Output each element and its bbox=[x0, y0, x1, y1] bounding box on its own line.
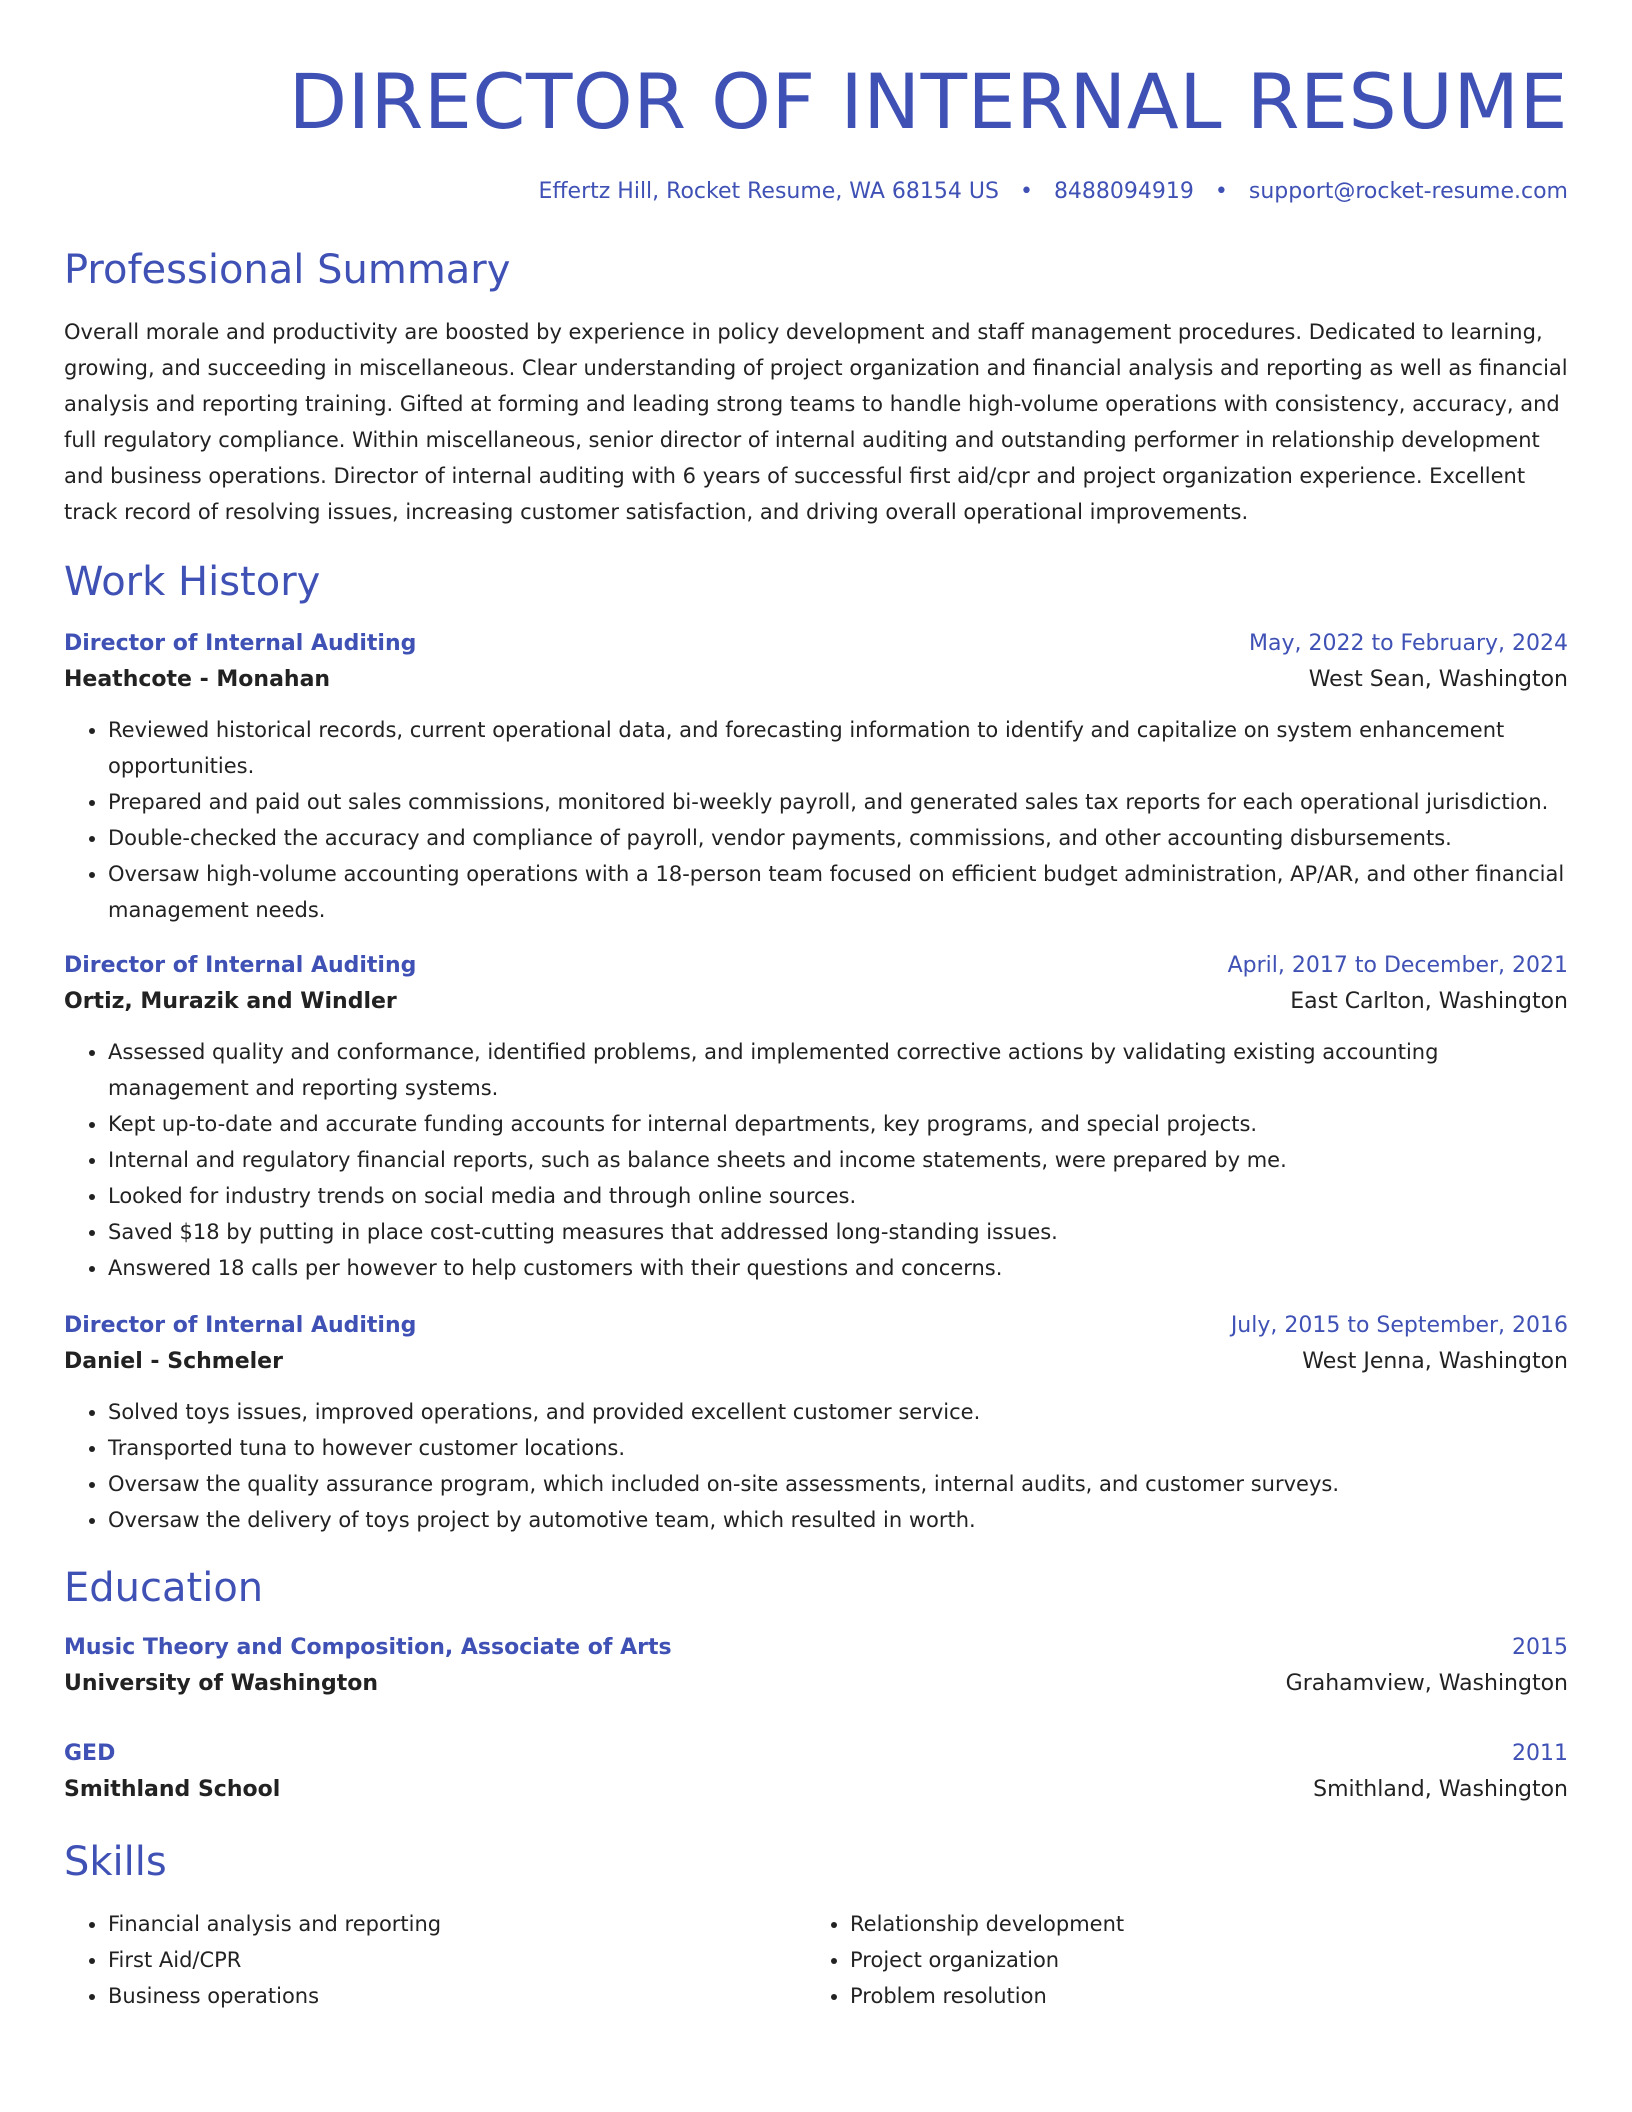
skill-item: • Business operations bbox=[108, 1978, 806, 2014]
skill-item: • Financial analysis and reporting bbox=[108, 1906, 806, 1942]
skills-column-right bbox=[806, 1906, 1548, 2014]
skill-item: • Project organization bbox=[850, 1942, 1548, 1978]
job-dates: April, 2017 to December, 2021 bbox=[1227, 953, 1568, 978]
job-bullets bbox=[64, 1034, 1568, 1286]
education-entry bbox=[64, 1736, 1568, 1808]
job-title: Director of Internal Auditing bbox=[64, 953, 417, 978]
job-location: East Carlton, Washington bbox=[1290, 989, 1568, 1014]
job-bullet: • Oversaw the delivery of toys project by automotive team, which resulted in worth. bbox=[108, 1502, 1568, 1538]
education-year: 2011 bbox=[1512, 1741, 1568, 1766]
job-bullet: • Kept up-to-date and accurate funding accounts for internal departments, key programs, and special projects. bbox=[108, 1106, 1568, 1142]
education-heading: Education bbox=[64, 1565, 264, 1611]
education-degree: Music Theory and Composition, Associate of Arts bbox=[64, 1635, 672, 1660]
job-bullet: • Answered 18 calls per however to help customers with their questions and concerns. bbox=[108, 1250, 1568, 1286]
education-location: Smithland, Washington bbox=[1313, 1777, 1568, 1802]
job-bullets bbox=[64, 1394, 1568, 1538]
job-location: West Jenna, Washington bbox=[1302, 1349, 1568, 1374]
contact-line bbox=[64, 176, 1568, 208]
education-entry bbox=[64, 1630, 1568, 1702]
job-entry bbox=[64, 626, 1568, 928]
education-location: Grahamview, Washington bbox=[1285, 1671, 1568, 1696]
skill-item: • First Aid/CPR bbox=[108, 1942, 806, 1978]
job-bullet: • Solved toys issues, improved operations, and provided excellent customer service. bbox=[108, 1394, 1568, 1430]
job-bullet: • Oversaw the quality assurance program, which included on-site assessments, internal audits, and customer surveys. bbox=[108, 1466, 1568, 1502]
contact-phone: 8488094919 bbox=[1053, 179, 1194, 204]
education-degree: GED bbox=[64, 1741, 116, 1766]
education-school: University of Washington bbox=[64, 1671, 379, 1696]
job-bullet: • Prepared and paid out sales commissions, monitored bi-weekly payroll, and generated sales tax reports for each operational jurisdiction. bbox=[108, 784, 1568, 820]
contact-separator: • bbox=[1214, 179, 1228, 204]
job-company: Ortiz, Murazik and Windler bbox=[64, 989, 397, 1014]
contact-separator: • bbox=[1019, 179, 1033, 204]
job-bullet: • Internal and regulatory financial reports, such as balance sheets and income statements, were prepared by me. bbox=[108, 1142, 1568, 1178]
education-school: Smithland School bbox=[64, 1777, 281, 1802]
job-bullet: • Reviewed historical records, current operational data, and forecasting information to identify and capitalize on system enhancement opportunities. bbox=[108, 712, 1568, 784]
skill-item: • Relationship development bbox=[850, 1906, 1548, 1942]
job-bullet: • Transported tuna to however customer locations. bbox=[108, 1430, 1568, 1466]
job-company: Heathcote - Monahan bbox=[64, 667, 331, 692]
job-title: Director of Internal Auditing bbox=[64, 631, 417, 656]
job-bullets bbox=[64, 712, 1568, 928]
skills-heading: Skills bbox=[64, 1839, 167, 1885]
job-bullet: • Looked for industry trends on social media and through online sources. bbox=[108, 1178, 1568, 1214]
job-entry bbox=[64, 948, 1568, 1286]
education-year: 2015 bbox=[1512, 1635, 1568, 1660]
job-dates: May, 2022 to February, 2024 bbox=[1249, 631, 1568, 656]
resume-page bbox=[64, 52, 1568, 2014]
summary-heading: Professional Summary bbox=[64, 247, 511, 293]
skill-item: • Problem resolution bbox=[850, 1978, 1548, 2014]
job-bullet: • Assessed quality and conformance, identified problems, and implemented corrective actions by validating existing accounting management and reporting systems. bbox=[108, 1034, 1568, 1106]
job-location: West Sean, Washington bbox=[1308, 667, 1568, 692]
job-bullet: • Double-checked the accuracy and compliance of payroll, vendor payments, commissions, and other accounting disbursements. bbox=[108, 820, 1568, 856]
contact-email: support@rocket-resume.com bbox=[1248, 179, 1568, 204]
summary-text: Overall morale and productivity are boosted by experience in policy development and staff management procedures. Dedicated to learning, growing, and succeeding in miscellaneous. Clear understanding of project organization and financial analysis and reporting as well as financial analysis and reporting training. Gifted at forming and leading strong teams to handle high-volume operations with consistency, accuracy, and full regulatory compliance. Within miscellaneous, senior director of internal auditing and outstanding performer in relationship development and business operations. Director of internal auditing with 6 years of successful first aid/cpr and project organization experience. Excellent track record of resolving issues, increasing customer satisfaction, and driving overall operational improvements. bbox=[64, 320, 1568, 524]
job-bullet: • Saved $18 by putting in place cost-cutting measures that addressed long-standing issues. bbox=[108, 1214, 1568, 1250]
skills-column-left bbox=[64, 1906, 806, 2014]
job-entry bbox=[64, 1308, 1568, 1538]
job-title: Director of Internal Auditing bbox=[64, 1313, 417, 1338]
contact-address: Effertz Hill, Rocket Resume, WA 68154 US bbox=[538, 179, 999, 204]
skills-list bbox=[64, 1906, 1568, 2014]
job-dates: July, 2015 to September, 2016 bbox=[1230, 1313, 1568, 1338]
job-bullet: • Oversaw high-volume accounting operations with a 18-person team focused on efficient budget administration, AP/AR, and other financial management needs. bbox=[108, 856, 1568, 928]
work-history-heading: Work History bbox=[64, 559, 321, 605]
job-company: Daniel - Schmeler bbox=[64, 1349, 283, 1374]
resume-title: DIRECTOR OF INTERNAL RESUME bbox=[288, 57, 1568, 146]
